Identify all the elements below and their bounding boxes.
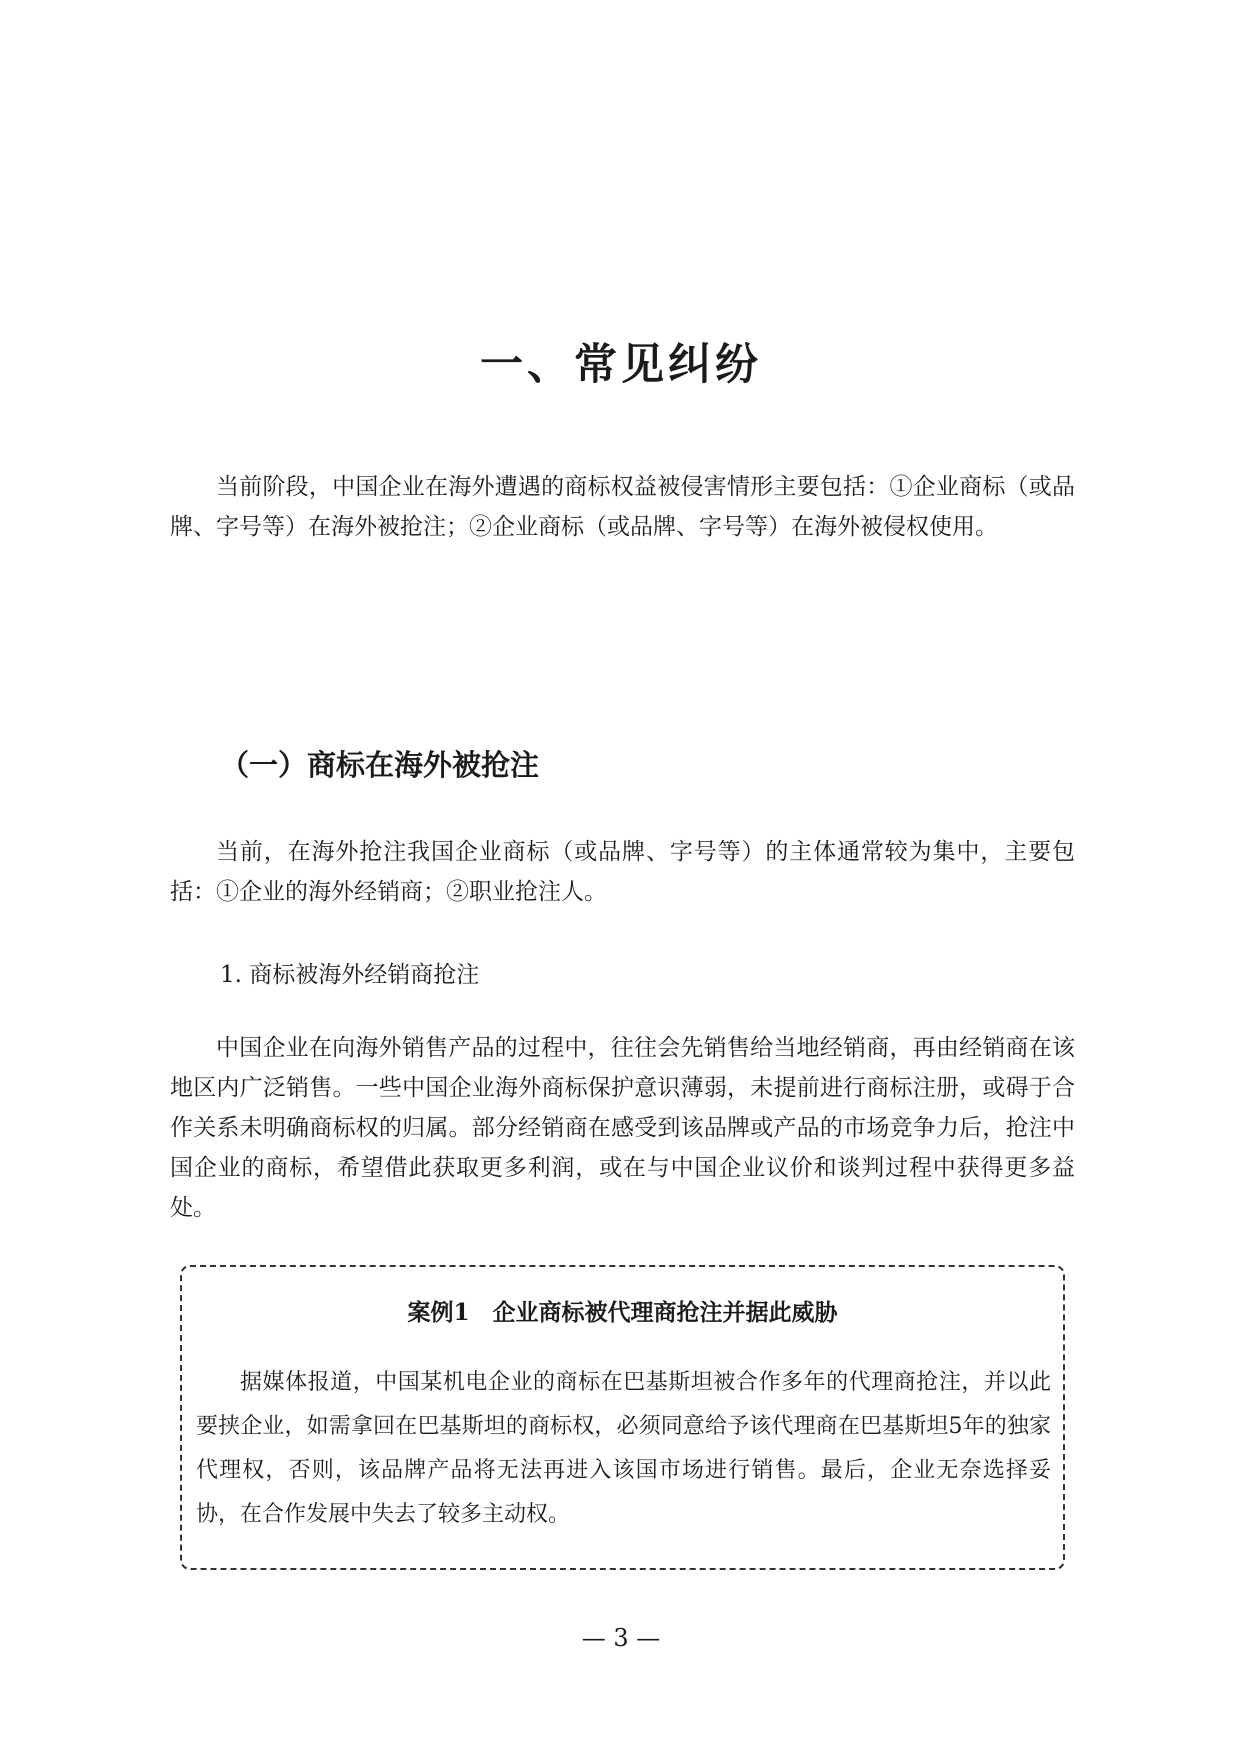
case-title: 案例1 企业商标被代理商抢注并据此威胁	[407, 1299, 838, 1326]
intro-paragraph: 当前阶段，中国企业在海外遭遇的商标权益被侵害情形主要包括：①企业商标（或品牌、字号等）在海外被抢注；②企业商标（或品牌、字号等）在海外被侵权使用。	[170, 474, 1075, 540]
section-heading: （一）商标在海外被抢注	[220, 748, 540, 782]
subsection-heading: 1. 商标被海外经销商抢注	[220, 962, 480, 988]
chapter-title: 一、常见纠纷	[480, 340, 762, 390]
case-paragraph: 据媒体报道，中国某机电企业的商标在巴基斯坦被合作多年的代理商抢注，并以此要挟企业，如需拿回在巴基斯坦的商标权，必须同意给予该代理商在巴基斯坦5年的独家代理权，否则，该品牌产品将无法再进入该国市场进行销售。最后，企业无奈选择妥协，在合作发展中失去了较多主动权。	[196, 1370, 1051, 1527]
case-box	[180, 1265, 1065, 1570]
section-paragraph: 当前，在海外抢注我国企业商标（或品牌、字号等）的主体通常较为集中，主要包括：①企业的海外经销商；②职业抢注人。	[170, 839, 1075, 905]
subsection-paragraph: 中国企业在向海外销售产品的过程中，往往会先销售给当地经销商，再由经销商在该地区内广泛销售。一些中国企业海外商标保护意识薄弱，未提前进行商标注册，或碍于合作关系未明确商标权的归属。部分经销商在感受到该品牌或产品的市场竞争力后，抢注中国企业的商标，希望借此获取更多利润，或在与中国企业议价和谈判过程中获得更多益处。	[170, 1035, 1075, 1221]
page-number: — 3 —	[581, 1624, 661, 1652]
